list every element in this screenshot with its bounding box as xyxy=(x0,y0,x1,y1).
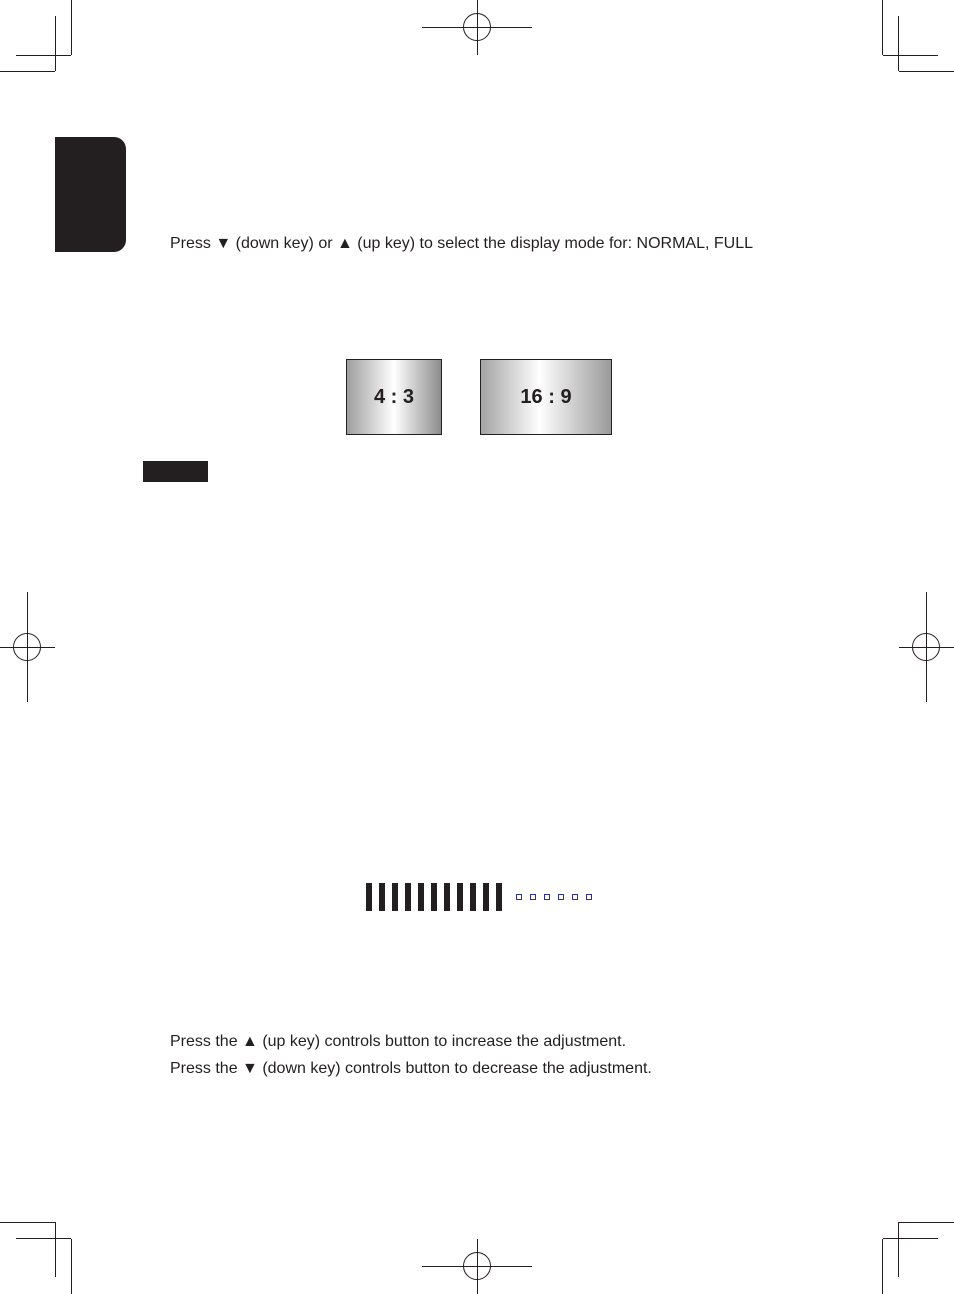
level-segment-filled xyxy=(470,883,476,911)
display-mode-instruction: Press ▼ (down key) or ▲ (up key) to select the display mode for: NORMAL, FULL xyxy=(170,235,753,252)
increase-instruction: Press the ▲ (up key) controls button to increase the adjustment. xyxy=(170,1033,627,1050)
page-tab xyxy=(55,137,126,252)
level-segment-empty xyxy=(544,894,550,900)
note-marker xyxy=(143,461,208,482)
normal-mode-box xyxy=(346,359,442,435)
full-mode-box xyxy=(480,359,612,435)
level-segment-empty xyxy=(516,894,522,900)
level-segment-filled xyxy=(496,883,502,911)
level-segment-filled xyxy=(392,883,398,911)
level-segment-empty xyxy=(558,894,564,900)
normal-mode-label: 4 : 3 xyxy=(373,385,415,408)
level-segment-filled xyxy=(405,883,411,911)
decrease-instruction: Press the ▼ (down key) controls button to decrease the adjustment. xyxy=(170,1060,652,1077)
level-segment-filled xyxy=(444,883,450,911)
level-segment-filled xyxy=(457,883,463,911)
level-segment-empty xyxy=(530,894,536,900)
level-segment-empty xyxy=(586,894,592,900)
adjustment-level-bar xyxy=(366,883,606,911)
level-segment-filled xyxy=(483,883,489,911)
level-segment-filled xyxy=(366,883,372,911)
level-segment-empty xyxy=(572,894,578,900)
level-segment-filled xyxy=(431,883,437,911)
level-segment-filled xyxy=(379,883,385,911)
full-mode-label: 16 : 9 xyxy=(520,385,572,408)
level-segment-filled xyxy=(418,883,424,911)
